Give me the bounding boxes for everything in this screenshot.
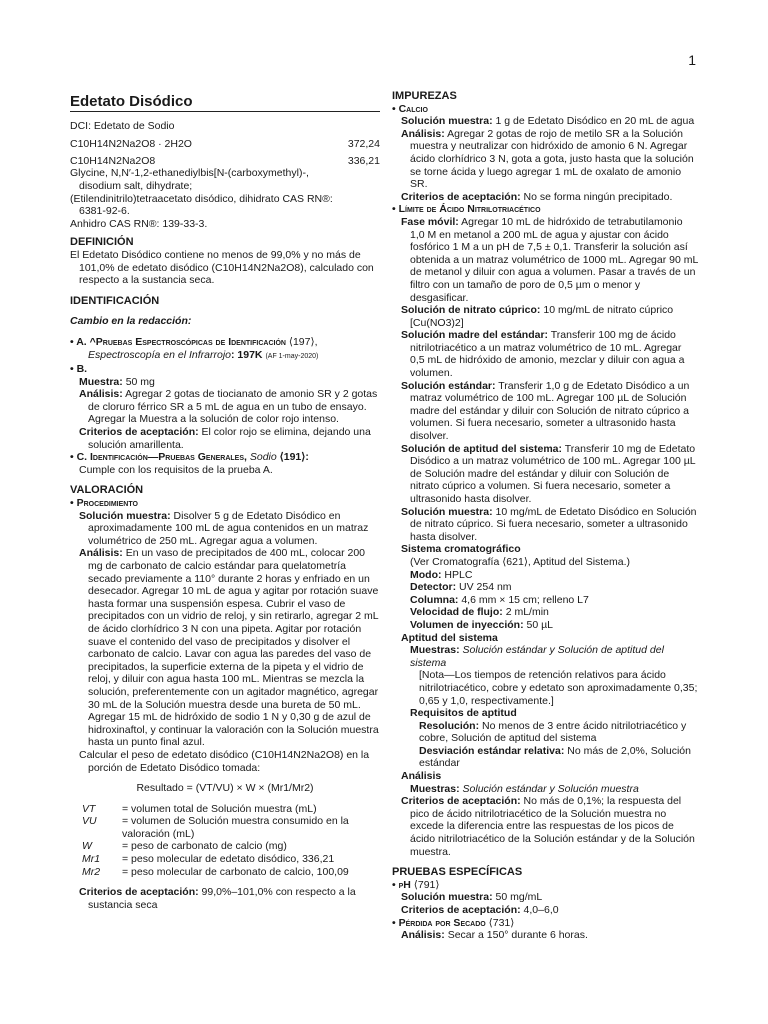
sistema-velocidad [392,606,698,619]
test-a-method [70,349,380,364]
test-c-ref: ⟨191⟩: [276,451,309,464]
requisito-resolucion [392,720,698,745]
variable-symbol: VT [82,802,96,815]
field-value: 50 µL [526,618,553,631]
field-label: Solución muestra: [401,891,493,904]
field-label: Muestras: [410,782,460,795]
formula-row-anhydrous [70,155,380,168]
section-heading-pruebas: PRUEBAS ESPECÍFICAS [392,866,523,879]
section-heading-impurezas: IMPUREZAS [392,90,457,102]
field-value: Transferir 100 mg de ácido nitrilotriacético a un matraz volumétrico de 10 mL. Agregar 0,5 mL de hidróxido de amonio, mezclar y diluir con agua a volumen. [410,329,685,380]
monograph-title: Edetato Disódico [70,90,380,112]
chemical-name-line: (Etilendinitrilo)tetraacetato disódico, dihidrato CAS RN®: [70,192,333,205]
field-value: 50 mg [125,375,155,388]
chemical-name-line: disodium salt, dihydrate; [79,179,193,192]
field-value: 10 mg/mL de nitrato cúprico [Cu(NO3)2] [410,304,674,329]
left-column [70,90,380,911]
field-value: Disolver 5 g de Edetato Disódico en aproximadamente 100 mL de agua contenidos en un matraz volumétrico de 250 mL. Agregar agua a volumen. [88,509,369,547]
test-a-label: • A. [70,335,90,348]
field-label: Solución estándar: [401,379,496,392]
field-value: No más de 0,1%; la respuesta del pico de ácido nitrilotriacético de la Solución muestra no excede la diferencia entre las respuestas de los picos de ácido nitrilotriacético de la Solución estándar y de la Solución muestra. [410,795,695,858]
calcio-criterios [392,191,698,204]
perdida-ref: ⟨731⟩ [485,916,515,929]
sistema-volumen [392,619,698,632]
field-label: Columna: [410,593,459,606]
field-label: Criterios de aceptación: [401,795,521,808]
sistema-detector [392,581,698,594]
chemical-name-line: Glycine, N,N′-1,2-ethanediylbis[N-(carboxymethyl)-, [70,167,309,180]
molecular-weight-anhydrous: 336,21 [347,154,380,167]
field-label: Fase móvil: [401,215,459,228]
ph-title: • pH [392,878,411,891]
field-value: 10 mg/mL de Edetato Disódico en Solución de nitrato cúprico. Si fuera necesario, someter a ultrasonido hasta disolver. [410,505,697,543]
field-value: No más de 2,0%, Solución estándar [419,744,691,770]
right-column [392,90,698,942]
section-heading-identificacion: IDENTIFICACIÓN [70,294,160,307]
test-b-label: • B. [70,363,88,376]
change-note: Cambio en la redacción: [70,315,192,328]
field-label: Muestra: [79,375,123,388]
aptitud-muestras [392,644,698,669]
limite-estandar [392,380,698,443]
field-value: En un vaso de precipitados de 400 mL, colocar 200 mg de carbonato de calcio estándar para quelatometría secado previamente a 110° durante 2 horas y enfriado en un desecador. Agregar 10 mL de agua y agitar por rotación suave hasta formar una suspensión espesa. Cubrir el vaso de precipitados con un vidrio de reloj, y sin retirarlo, agregar 2 mL de ácido clorhídrico 3 N con una pipeta. Agitar por rotación suave el contenido del vaso de precipitados y disolver el carbonato de calcio. Lavar con agua las paredes del vaso de precipitados, la superficie externa de la pipeta y el vidrio de reloj, y diluir con agua hasta 100 mL. Mientras se mezcla la solución, preferentemente con un agitador magnético, agregar 30 mL de la Solución muestra desde una bureta de 50 mL. Agregar 15 mL de hidróxido de sodio 1 N y 0,30 g de azul de hidroxinaftol, y continuar la valoración con la Solución muestra hasta un punto final azul. [88,547,379,749]
variable-definition: = volumen de Solución muestra consumido en la valoración (mL) [122,815,349,840]
field-value: Secar a 150° durante 6 horas. [447,929,588,942]
limite-nitrato [392,304,698,329]
field-label: Criterios de aceptación: [79,886,199,899]
valoracion-solucion [70,510,380,548]
field-label: Solución muestra: [401,115,493,128]
variable-definition: = peso de carbonato de calcio (mg) [122,840,287,853]
limite-madre [392,329,698,379]
field-value: HPLC [444,568,473,581]
field-value: 2 mL/min [505,606,549,619]
field-label: Volumen de inyección: [410,618,524,631]
field-label: Solución de aptitud del sistema: [401,442,563,455]
field-value: UV 254 nm [459,581,512,594]
field-value: Agregar 2 gotas de rojo de metilo SR a la Solución muestra y neutralizar con hidróxido de amonio 6 N. Agregar ácido clorhídrico 3 N, gota a gota, justo hasta que la solución se torne ácida y luego agregar 1 mL de oxalato de amonio SR. [410,127,694,191]
field-label: Resolución: [419,719,480,732]
variable-symbol: Mr1 [82,853,101,866]
variable-definitions [82,803,380,879]
variable-definition: = peso molecular de carbonato de calcio, 100,09 [122,865,349,878]
definicion-text: El Edetato Disódico contiene no menos de 99,0% y no más de 101,0% de edetato disódico (C10H14N2Na2O8), calculado con respecto a la sustancia seca. [70,248,374,287]
field-value: No se forma ningún precipitado. [523,190,673,203]
result-formula: Resultado = (VT/VU) × W × (Mr1/Mr2) [136,782,314,795]
ph-solucion [392,891,698,904]
variable-symbol: Mr2 [82,865,101,878]
limite-muestra [392,506,698,544]
calcio-heading: • Calcio [392,102,428,115]
test-a-title: ^Pruebas Espectroscópicas de Identificación [89,335,286,348]
sistema-heading: Sistema cromatográfico [401,543,521,556]
test-c [70,451,380,464]
molecular-weight-hydrate: 372,24 [347,138,380,151]
ph-ref: ⟨791⟩ [410,878,440,891]
limite-fase [392,216,698,304]
field-label: Criterios de aceptación: [79,426,199,439]
aptitud-heading: Aptitud del sistema [401,631,498,644]
aptitud-nota: [Nota—Los tiempos de retención relativos para ácido nitrilotriacético, cobre y edetato son aproximadamente 0,35; 0,65 y 1,0, respectivamente.] [419,669,698,707]
field-value: Solución estándar y Solución de aptitud del sistema [410,644,664,669]
field-label: Criterios de aceptación: [401,190,521,203]
calcio-solucion [392,115,698,128]
field-label: Detector: [410,581,457,594]
field-value: 99,0%–101,0% con respecto a la sustancia seca [88,886,356,911]
dci-line: DCI: Edetato de Sodio [70,119,175,132]
variable-symbol: W [82,840,92,853]
cas-anhydrous: Anhidro CAS RN®: 139-33-3. [70,217,208,230]
requisito-desviacion [392,745,698,770]
ph-heading [392,879,698,892]
field-value: Transferir 10 mg de Edetato Disódico a un matraz volumétrico de 100 mL. Agregar 100 µL de Solución madre del estándar y diluir con Solución de nitrato cúprico a volumen. Si fuera necesario, someter a ultrasonido hasta disolver. [410,442,696,505]
page-number: 1 [688,52,696,68]
field-label: Solución de nitrato cúprico: [401,304,541,317]
test-a-method-name: Espectroscopía en el Infrarrojo [88,348,231,361]
field-value: 50 mg/mL [495,891,543,904]
test-c-text: Cumple con los requisitos de la prueba A. [79,463,273,476]
test-b-analisis [70,388,380,426]
analisis-muestras [392,783,698,796]
variable-definition: = volumen total de Solución muestra (mL) [122,802,317,815]
perdida-title: • Pérdida por Secado [392,916,486,929]
cas-number: 6381-92-6. [79,205,130,218]
field-value: Agregar 10 mL de hidróxido de tetrabutilamonio 1,0 M en metanol a 200 mL de agua y ajustar con ácido fosfórico 1 M a un pH de 7,5 ± 0,1. Transferir la solución así obtenida a un matraz volumétrico de 1000 mL. Agregar 90 mL de metanol y diluir con agua a volumen. Pasar a través de un filtro con un tamaño de poro de 0,5 µm o menor y desgasificar. [410,215,698,304]
perdida-analisis [392,929,698,942]
test-c-italic: Sodio [246,451,277,464]
field-label: Solución muestra: [401,505,493,518]
formula-anhydrous: C10H14N2Na2O8 [70,154,156,167]
field-value: El color rojo se elimina, dejando una solución amarillenta. [88,426,371,451]
ph-criterios [392,904,698,917]
field-label: Análisis: [79,388,123,401]
field-label: Solución madre del estándar: [401,329,549,342]
test-a-method-code: : 197K [231,348,263,361]
test-a-date-note: (AF 1-may-2020) [265,352,319,360]
field-value: Solución estándar y Solución muestra [462,782,639,795]
field-value: 1 g de Edetato Disódico en 20 mL de agua [495,115,695,128]
valoracion-analisis [70,547,380,749]
field-value: No menos de 3 entre ácido nitrilotriacético y cobre, Solución de aptitud del sistema [419,719,687,745]
valoracion-criterios [70,886,380,911]
limite-criterios [392,795,698,858]
field-value: 4,6 mm × 15 cm; relleno L7 [461,593,589,606]
procedimiento-heading: • Procedimiento [70,497,138,510]
analisis-heading: Análisis [401,770,442,783]
requisitos-heading: Requisitos de aptitud [410,707,517,720]
limite-heading: • Límite de Ácido Nitrilotriacético [392,203,541,216]
field-label: Criterios de aceptación: [401,904,521,916]
limite-aptitud [392,443,698,506]
test-a [70,336,380,349]
test-b-criterios [70,426,380,451]
field-value: Transferir 1,0 g de Edetato Disódico a un matraz volumétrico de 100 mL. Agregar 100 µL de Solución madre del estándar y diluir con Solución de nitrato cúprico a volumen. Si fuera necesario, someter a ultrasonido hasta disolver. [410,379,690,443]
field-label: Solución muestra: [79,509,171,522]
field-value: 4,0–6,0 [523,904,559,916]
variable-symbol: VU [82,815,97,828]
field-label: Muestras: [410,644,460,657]
field-label: Análisis: [401,127,445,140]
test-c-title: • C. Identificación—Pruebas Generales, [70,451,247,464]
perdida-heading [392,917,698,930]
test-b-muestra [70,376,380,389]
formula-row-hydrate [70,138,380,151]
field-label: Análisis: [79,547,123,560]
sistema-columna [392,594,698,607]
field-label: Análisis: [401,929,445,942]
field-label: Modo: [410,568,442,581]
variable-definition: = peso molecular de edetato disódico, 336,21 [122,853,335,866]
sistema-ref: (Ver Cromatografía ⟨621⟩, Aptitud del Sistema.) [410,555,631,568]
valoracion-calcular: Calcular el peso de edetato disódico (C10H14N2Na2O8) en la porción de Edetato Disódico tomada: [79,748,370,774]
field-value: Agregar 2 gotas de tiocianato de amonio SR y 2 gotas de cloruro férrico SR a 5 mL de agua en un tubo de ensayo. Agregar la Muestra a la solución de color rojo intenso. [88,388,378,426]
test-a-ref: ⟨197⟩, [285,335,318,348]
sistema-modo [392,569,698,582]
field-label: Desviación estándar relativa: [419,744,565,757]
field-label: Velocidad de flujo: [410,606,503,619]
calcio-analisis [392,128,698,191]
formula-hydrate: C10H14N2Na2O8 · 2H2O [70,138,192,151]
section-heading-definicion: DEFINICIÓN [70,236,134,249]
section-heading-valoracion: VALORACIÓN [70,484,144,497]
